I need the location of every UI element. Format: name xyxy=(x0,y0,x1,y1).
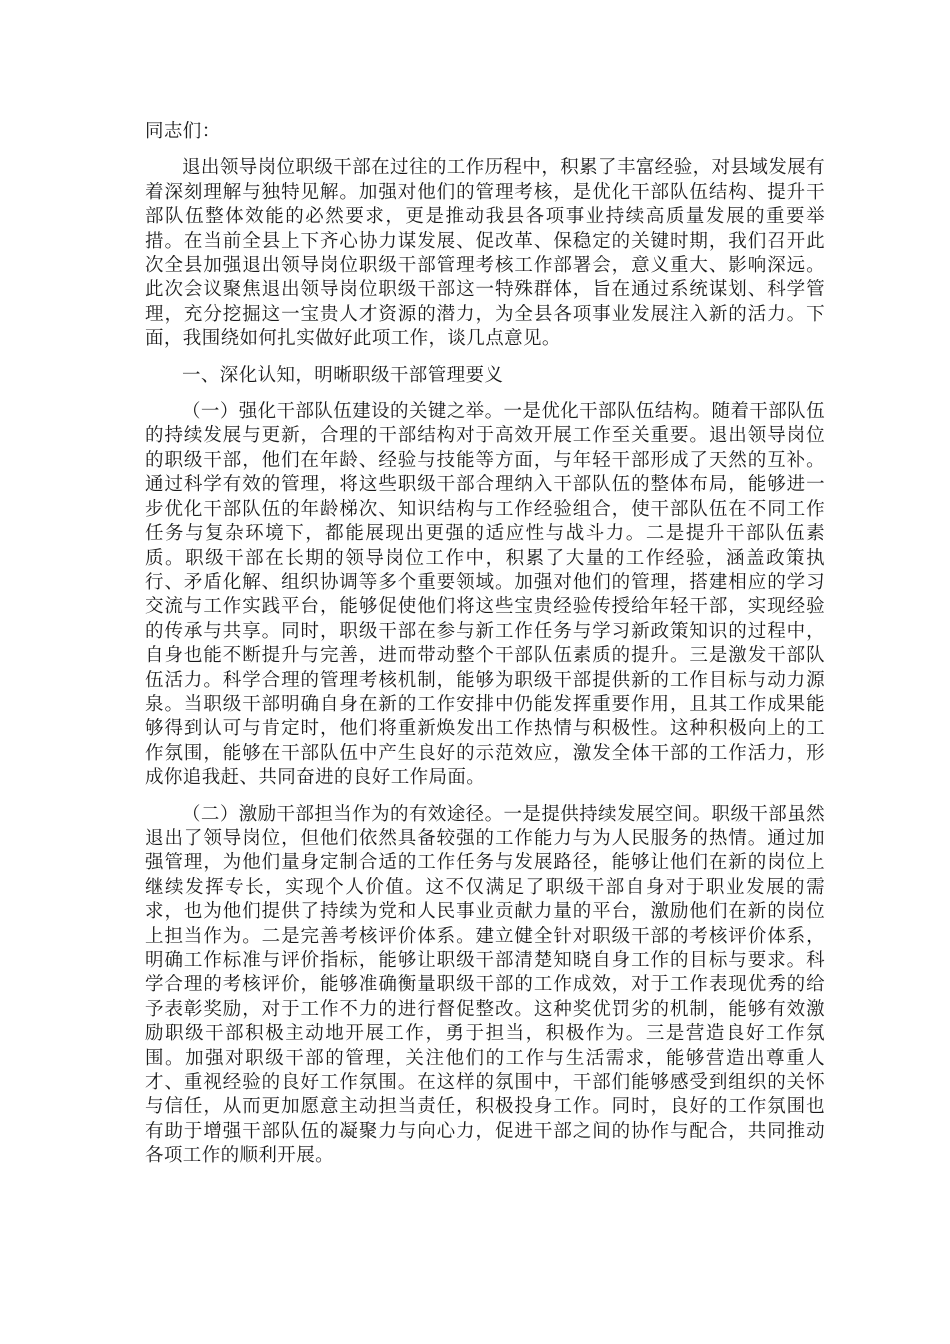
section-heading-1: 一、深化认知，明晰职级干部管理要义 xyxy=(182,364,504,386)
paragraph-1: （一）强化干部队伍建设的关键之举。一是优化干部队伍结构。随着干部队伍的持续发展与更新，合理的干部结构对于高效开展工作至关重要。退出领导岗位的职级干部，他们在年龄、经验与技能等方面，与年轻干部形成了天然的互补。通过科学有效的管理，将这些职级干部合理纳入干部队伍的整体布局，能够进一步优化干部队伍的年龄梯次、知识结构与工作经验组合，使干部队伍在不同工作任务与复杂环境下，都能展现出更强的适应性与战斗力。二是提升干部队伍素质。职级干部在长期的领导岗位工作中，积累了大量的工作经验，涵盖政策执行、矛盾化解、组织协调等多个重要领域。加强对他们的管理，搭建相应的学习交流与工作实践平台，能够促使他们将这些宝贵经验传授给年轻干部，实现经验的传承与共享。同时，职级干部在参与新工作任务与学习新政策知识的过程中，自身也能不断提升与完善，进而带动整个干部队伍素质的提升。三是激发干部队伍活力。科学合理的管理考核机制，能够为职级干部提供新的工作目标与动力源泉。当职级干部明确自身在新的工作安排中仍能发挥重要作用，且其工作成果能够得到认可与肯定时，他们将重新焕发出工作热情与积极性。这种积极向上的工作氛围，能够在干部队伍中产生良好的示范效应，激发全体干部的工作活力，形成你追我赶、共同奋进的良好工作局面。 xyxy=(145,401,825,789)
document-page xyxy=(145,120,825,1181)
intro-paragraph: 退出领导岗位职级干部在过往的工作历程中，积累了丰富经验，对县域发展有着深刻理解与独特见解。加强对他们的管理考核，是优化干部队伍结构、提升干部队伍整体效能的必然要求，更是推动我县各项事业持续高质量发展的重要举措。在当前全县上下齐心协力谋发展、促改革、保稳定的关键时期，我们召开此次全县加强退出领导岗位职级干部管理考核工作部署会，意义重大、影响深远。此次会议聚焦退出领导岗位职级干部这一特殊群体，旨在通过系统谋划、科学管理，充分挖掘这一宝贵人才资源的潜力，为全县各项事业发展注入新的活力。下面，我围绕如何扎实做好此项工作，谈几点意见。 xyxy=(145,157,825,350)
salutation: 同志们： xyxy=(145,121,221,142)
paragraph-2: （二）激励干部担当作为的有效途径。一是提供持续发展空间。职级干部虽然退出了领导岗位，但他们依然具备较强的工作能力与为人民服务的热情。通过加强管理，为他们量身定制合适的工作任务与发展路径，能够让他们在新的岗位上继续发挥专长，实现个人价值。这不仅满足了职级干部自身对于职业发展的需求，也为他们提供了持续为党和人民事业贡献力量的平台，激励他们在新的岗位上担当作为。二是完善考核评价体系。建立健全针对职级干部的考核评价体系，明确工作标准与评价指标，能够让职级干部清楚知晓自身工作的目标与要求。科学合理的考核评价，能够准确衡量职级干部的工作成效，对于工作表现优秀的给予表彰奖励，对于工作不力的进行督促整改。这种奖优罚劣的机制，能够有效激励职级干部积极主动地开展工作，勇于担当，积极作为。三是营造良好工作氛围。加强对职级干部的管理，关注他们的工作与生活需求，能够营造出尊重人才、重视经验的良好工作氛围。在这样的氛围中，干部们能够感受到组织的关怀与信任，从而更加愿意主动担当责任，积极投身工作。同时，良好的工作氛围也有助于增强干部队伍的凝聚力与向心力，促进干部之间的协作与配合，共同推动各项工作的顺利开展。 xyxy=(145,803,825,1167)
